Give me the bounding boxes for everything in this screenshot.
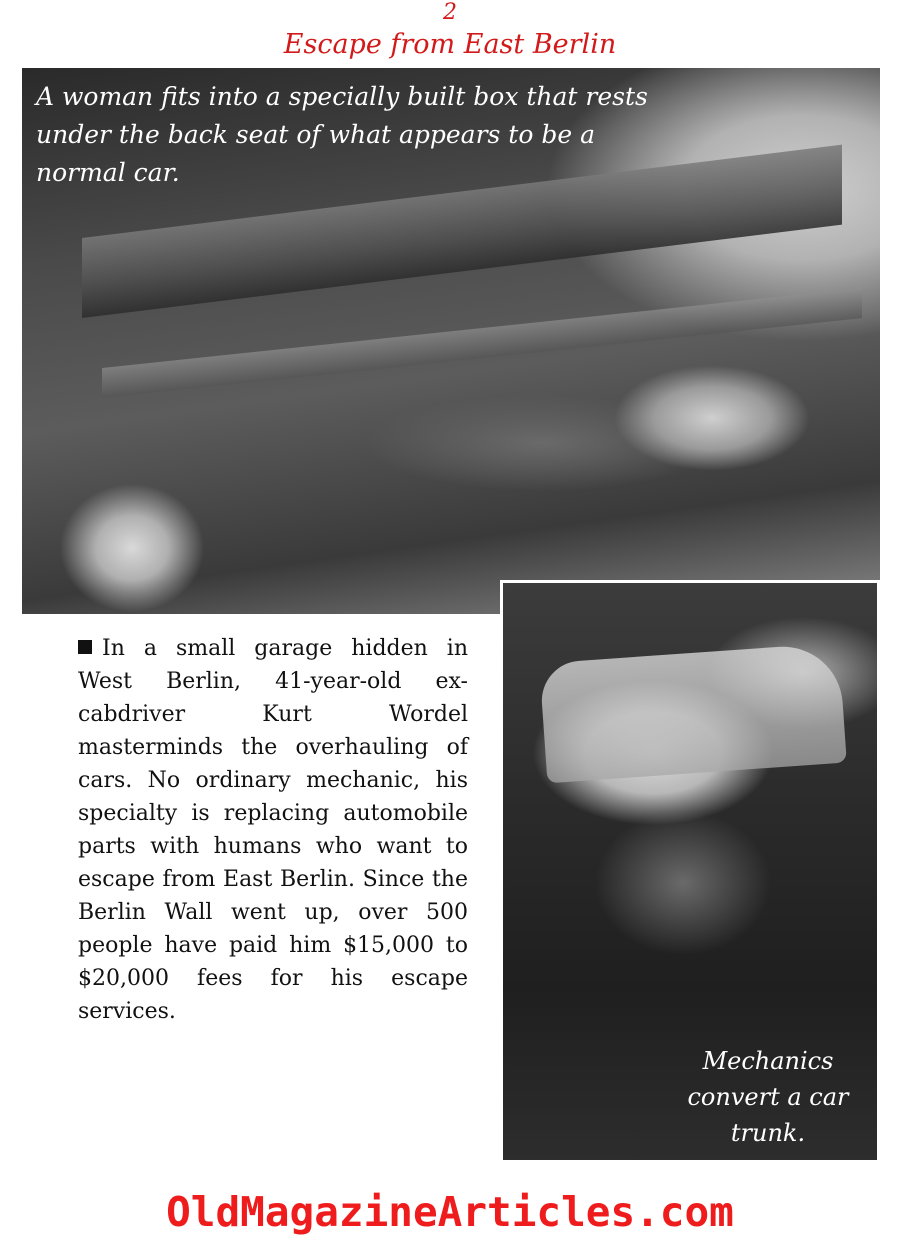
photo-mechanics <box>500 580 880 1163</box>
photo-car-hood <box>539 643 847 784</box>
page-title: Escape from East Berlin <box>283 29 617 60</box>
article-text: In a small garage hidden in West Berlin, 41-year-old ex-cabdriver Kurt Wordel masterminds the overhauling of cars. No ordinary mechanic, his specialty is replacing automobile parts with humans who want to escape from East Berlin. Since the Berlin Wall went up, over 500 people have paid him $15,000 to $20,000 fees for his escape services. <box>78 636 468 1024</box>
photo-bottom-caption: Mechanics convert a car trunk. <box>687 1047 849 1147</box>
site-brand-logo[interactable]: OldMagazineArticles.com <box>166 1188 734 1236</box>
bullet-square-icon <box>78 640 92 654</box>
page-number: 2 <box>443 0 457 25</box>
article-paragraph <box>78 632 468 1028</box>
photo-box-edge <box>102 288 862 398</box>
photo-top-caption: A woman fits into a specially built box that rests under the back seat of what appears to be a normal car. <box>36 82 648 187</box>
photo-woman-in-box <box>22 68 880 614</box>
